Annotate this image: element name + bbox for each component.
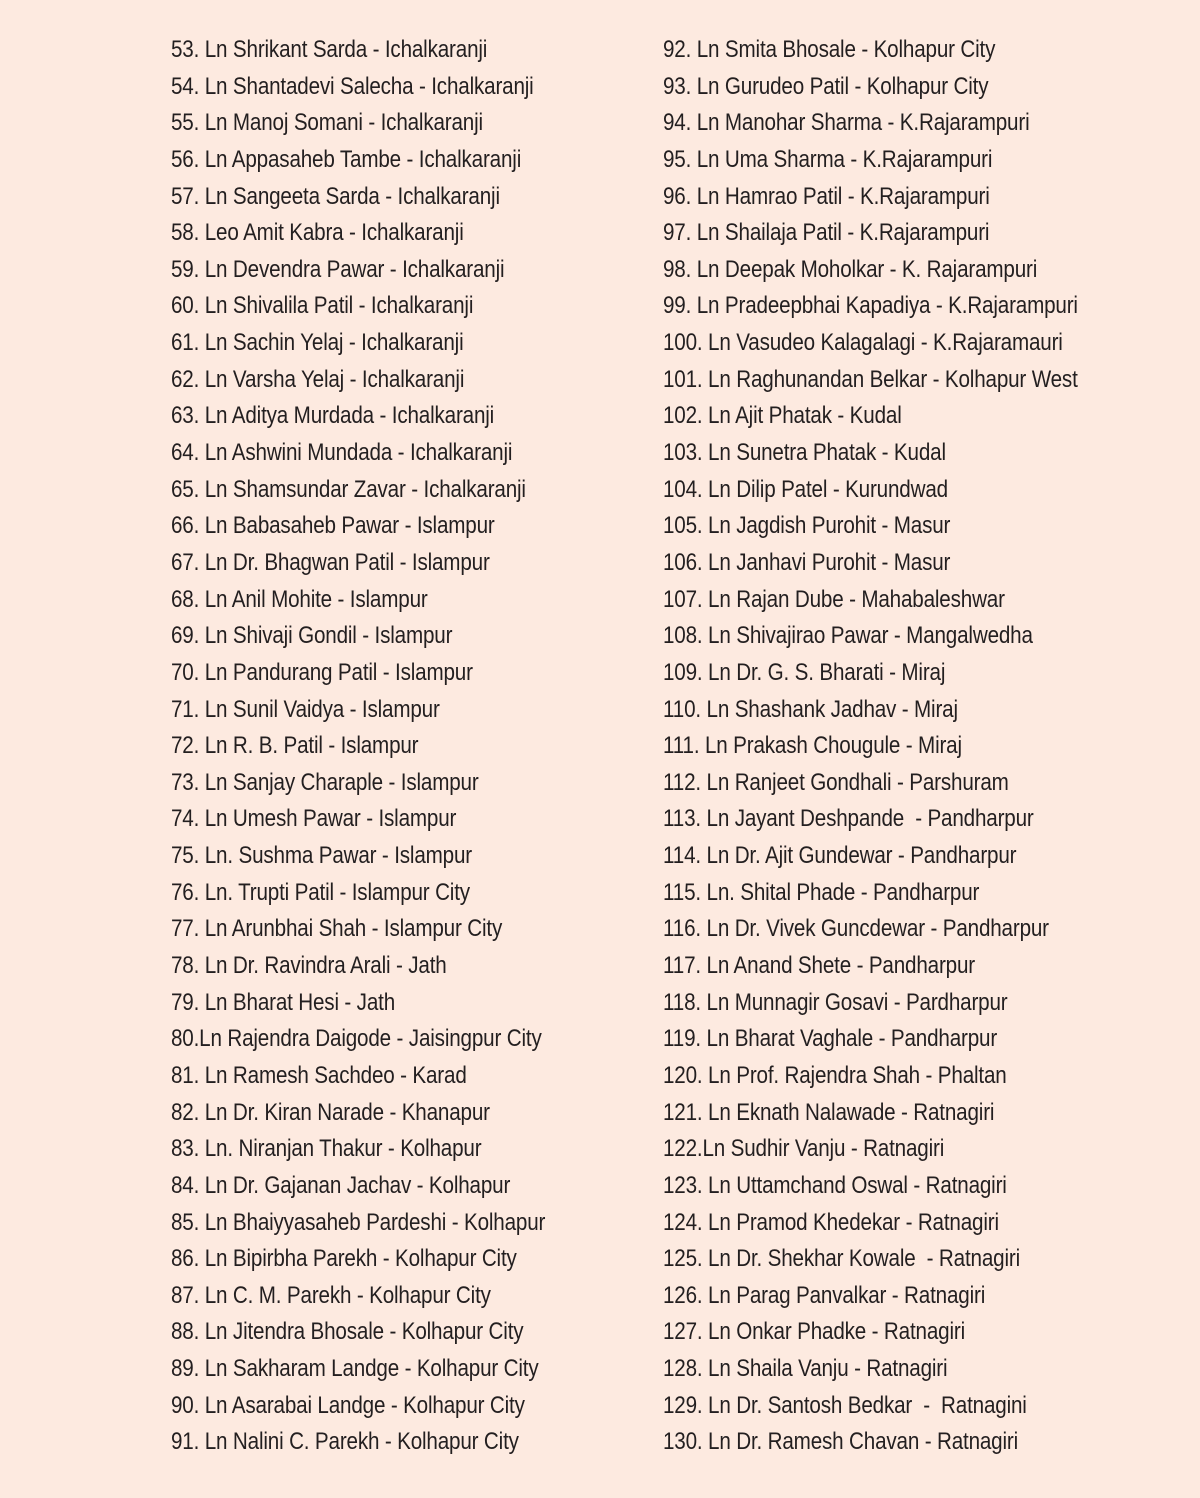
member-entry: 68. Ln Anil Mohite - Islampur — [171, 585, 428, 613]
member-entry: 88. Ln Jitendra Bhosale - Kolhapur City — [171, 1318, 524, 1346]
member-entry: 79. Ln Bharat Hesi - Jath — [171, 988, 396, 1016]
member-entry: 91. Ln Nalini C. Parekh - Kolhapur City — [171, 1428, 519, 1456]
member-entry: 87. Ln C. M. Parekh - Kolhapur City — [171, 1281, 491, 1309]
member-entry: 130. Ln Dr. Ramesh Chavan - Ratnagiri — [663, 1428, 1019, 1456]
member-entry: 84. Ln Dr. Gajanan Jachav - Kolhapur — [171, 1171, 511, 1199]
member-list-right-column — [663, 32, 1163, 1461]
member-entry: 89. Ln Sakharam Landge - Kolhapur City — [171, 1355, 539, 1383]
member-entry: 127. Ln Onkar Phadke - Ratnagiri — [663, 1318, 965, 1346]
member-entry: 85. Ln Bhaiyyasaheb Pardeshi - Kolhapur — [171, 1208, 546, 1236]
member-entry: 80.Ln Rajendra Daigode - Jaisingpur City — [171, 1025, 542, 1053]
member-entry: 129. Ln Dr. Santosh Bedkar - Ratnagini — [663, 1391, 1027, 1419]
member-entry: 120. Ln Prof. Rajendra Shah - Phaltan — [663, 1061, 1007, 1089]
member-entry: 116. Ln Dr. Vivek Guncdewar - Pandharpur — [663, 915, 1049, 943]
member-entry: 112. Ln Ranjeet Gondhali - Parshuram — [663, 768, 1009, 796]
member-entry: 94. Ln Manohar Sharma - K.Rajarampuri — [663, 109, 1030, 137]
member-entry: 110. Ln Shashank Jadhav - Miraj — [663, 695, 958, 723]
member-entry: 67. Ln Dr. Bhagwan Patil - Islampur — [171, 548, 490, 576]
member-entry: 62. Ln Varsha Yelaj - Ichalkaranji — [171, 365, 465, 393]
member-entry: 57. Ln Sangeeta Sarda - Ichalkaranji — [171, 182, 500, 210]
member-entry: 74. Ln Umesh Pawar - Islampur — [171, 805, 457, 833]
member-entry: 126. Ln Parag Panvalkar - Ratnagiri — [663, 1281, 986, 1309]
member-entry: 83. Ln. Niranjan Thakur - Kolhapur — [171, 1135, 482, 1163]
member-entry: 125. Ln Dr. Shekhar Kowale - Ratnagiri — [663, 1245, 1020, 1273]
member-entry: 93. Ln Gurudeo Patil - Kolhapur City — [663, 72, 989, 100]
member-entry: 99. Ln Pradeepbhai Kapadiya - K.Rajarampuri — [663, 292, 1078, 320]
member-entry: 76. Ln. Trupti Patil - Islampur City — [171, 878, 470, 906]
member-entry: 86. Ln Bipirbha Parekh - Kolhapur City — [171, 1245, 517, 1273]
member-entry: 71. Ln Sunil Vaidya - Islampur — [171, 695, 440, 723]
member-entry: 95. Ln Uma Sharma - K.Rajarampuri — [663, 145, 993, 173]
member-entry: 114. Ln Dr. Ajit Gundewar - Pandharpur — [663, 842, 1017, 870]
member-entry: 92. Ln Smita Bhosale - Kolhapur City — [663, 36, 996, 63]
member-entry: 61. Ln Sachin Yelaj - Ichalkaranji — [171, 329, 464, 357]
member-entry: 70. Ln Pandurang Patil - Islampur — [171, 658, 473, 686]
member-entry: 63. Ln Aditya Murdada - Ichalkaranji — [171, 402, 495, 430]
member-entry: 113. Ln Jayant Deshpande - Pandharpur — [663, 805, 1034, 833]
member-entry: 96. Ln Hamrao Patil - K.Rajarampuri — [663, 182, 990, 210]
member-entry: 60. Ln Shivalila Patil - Ichalkaranji — [171, 292, 474, 320]
member-entry: 107. Ln Rajan Dube - Mahabaleshwar — [663, 585, 1005, 613]
member-entry: 54. Ln Shantadevi Salecha - Ichalkaranji — [171, 72, 534, 100]
member-entry: 106. Ln Janhavi Purohit - Masur — [663, 548, 951, 576]
member-entry: 102. Ln Ajit Phatak - Kudal — [663, 402, 902, 430]
member-entry: 72. Ln R. B. Patil - Islampur — [171, 732, 419, 760]
member-entry: 98. Ln Deepak Moholkar - K. Rajarampuri — [663, 255, 1038, 283]
member-entry: 59. Ln Devendra Pawar - Ichalkaranji — [171, 255, 505, 283]
member-entry: 118. Ln Munnagir Gosavi - Pardharpur — [663, 988, 1008, 1016]
member-entry: 64. Ln Ashwini Mundada - Ichalkaranji — [171, 439, 513, 467]
member-entry: 115. Ln. Shital Phade - Pandharpur — [663, 878, 980, 906]
member-entry: 104. Ln Dilip Patel - Kurundwad — [663, 475, 948, 503]
member-entry: 128. Ln Shaila Vanju - Ratnagiri — [663, 1355, 948, 1383]
member-entry: 81. Ln Ramesh Sachdeo - Karad — [171, 1061, 467, 1089]
member-entry: 65. Ln Shamsundar Zavar - Ichalkaranji — [171, 475, 526, 503]
member-entry: 123. Ln Uttamchand Oswal - Ratnagiri — [663, 1171, 1007, 1199]
member-list-left-column — [171, 32, 641, 1461]
member-entry: 55. Ln Manoj Somani - Ichalkaranji — [171, 109, 483, 137]
member-entry: 53. Ln Shrikant Sarda - Ichalkaranji — [171, 36, 488, 63]
member-entry: 58. Leo Amit Kabra - Ichalkaranji — [171, 219, 464, 247]
member-entry: 105. Ln Jagdish Purohit - Masur — [663, 512, 951, 540]
member-entry: 108. Ln Shivajirao Pawar - Mangalwedha — [663, 622, 1033, 650]
member-entry: 117. Ln Anand Shete - Pandharpur — [663, 952, 975, 980]
member-entry: 119. Ln Bharat Vaghale - Pandharpur — [663, 1025, 998, 1053]
member-entry: 73. Ln Sanjay Charaple - Islampur — [171, 768, 479, 796]
member-entry: 90. Ln Asarabai Landge - Kolhapur City — [171, 1391, 525, 1419]
member-entry: 109. Ln Dr. G. S. Bharati - Miraj — [663, 658, 946, 686]
member-entry: 111. Ln Prakash Chougule - Miraj — [663, 732, 962, 760]
member-entry: 56. Ln Appasaheb Tambe - Ichalkaranji — [171, 145, 522, 173]
member-entry: 103. Ln Sunetra Phatak - Kudal — [663, 439, 946, 467]
member-entry: 124. Ln Pramod Khedekar - Ratnagiri — [663, 1208, 999, 1236]
member-entry: 121. Ln Eknath Nalawade - Ratnagiri — [663, 1098, 995, 1126]
member-entry: 101. Ln Raghunandan Belkar - Kolhapur West — [663, 365, 1078, 393]
member-entry: 75. Ln. Sushma Pawar - Islampur — [171, 842, 472, 870]
member-entry: 97. Ln Shailaja Patil - K.Rajarampuri — [663, 219, 990, 247]
member-entry: 100. Ln Vasudeo Kalagalagi - K.Rajaramauri — [663, 329, 1063, 357]
member-entry: 77. Ln Arunbhai Shah - Islampur City — [171, 915, 503, 943]
member-entry: 82. Ln Dr. Kiran Narade - Khanapur — [171, 1098, 490, 1126]
member-entry: 66. Ln Babasaheb Pawar - Islampur — [171, 512, 495, 540]
member-entry: 122.Ln Sudhir Vanju - Ratnagiri — [663, 1135, 945, 1163]
member-entry: 78. Ln Dr. Ravindra Arali - Jath — [171, 952, 447, 980]
member-entry: 69. Ln Shivaji Gondil - Islampur — [171, 622, 453, 650]
